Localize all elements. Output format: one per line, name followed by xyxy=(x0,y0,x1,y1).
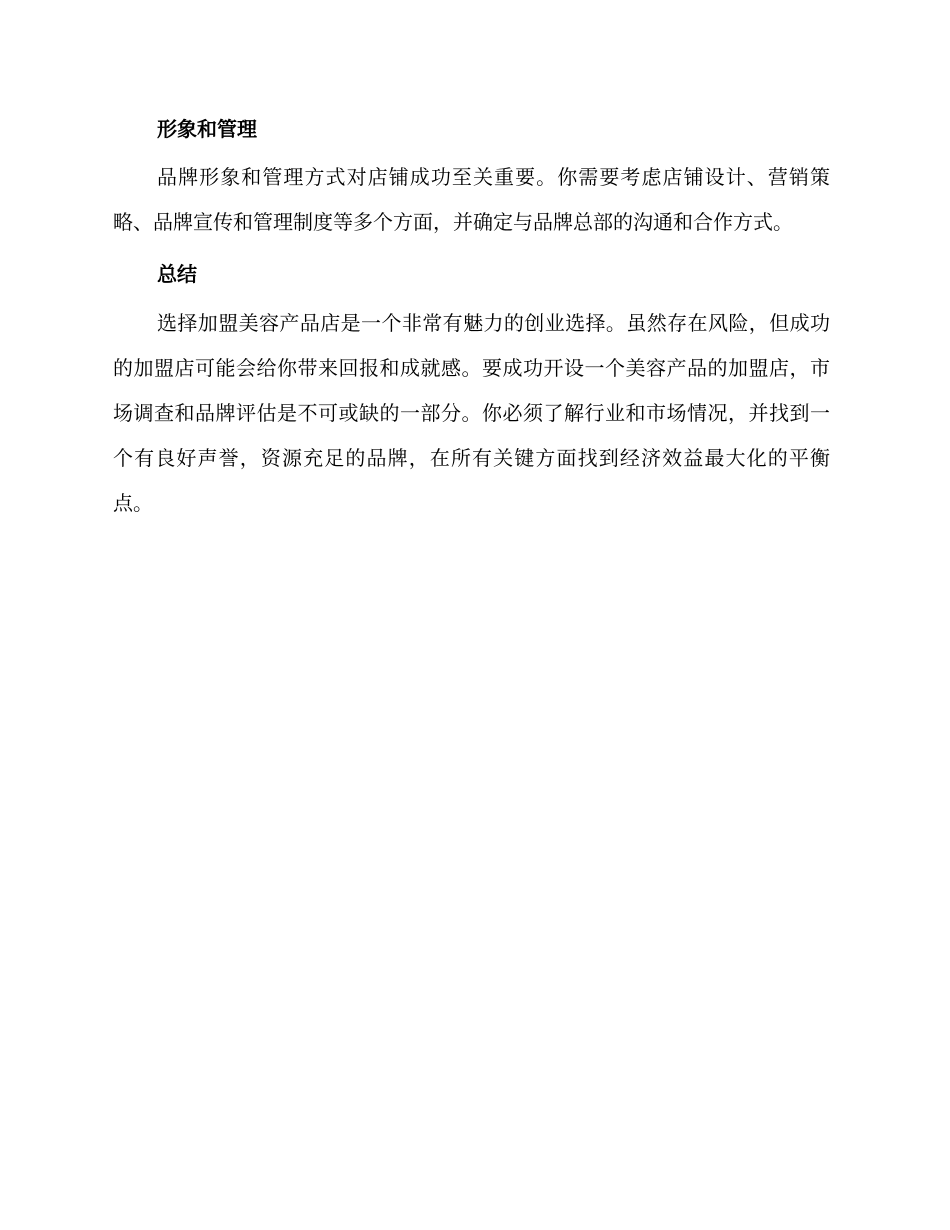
section-heading-image-and-management: 形象和管理 xyxy=(157,117,257,141)
section-heading-summary: 总结 xyxy=(157,262,197,286)
section-paragraph-image-and-management: 品牌形象和管理方式对店铺成功至关重要。你需要考虑店铺设计、营销策略、品牌宣传和管理制度等多个方面，并确定与品牌总部的沟通和合作方式。 xyxy=(113,165,830,234)
document-page xyxy=(113,112,830,526)
section-paragraph-summary: 选择加盟美容产品店是一个非常有魅力的创业选择。虽然存在风险，但成功的加盟店可能会给你带来回报和成就感。要成功开设一个美容产品的加盟店，市场调查和品牌评估是不可或缺的一部分。你必须了解行业和市场情况，并找到一个有良好声誉，资源充足的品牌，在所有关键方面找到经济效益最大化的平衡点。 xyxy=(113,311,830,515)
